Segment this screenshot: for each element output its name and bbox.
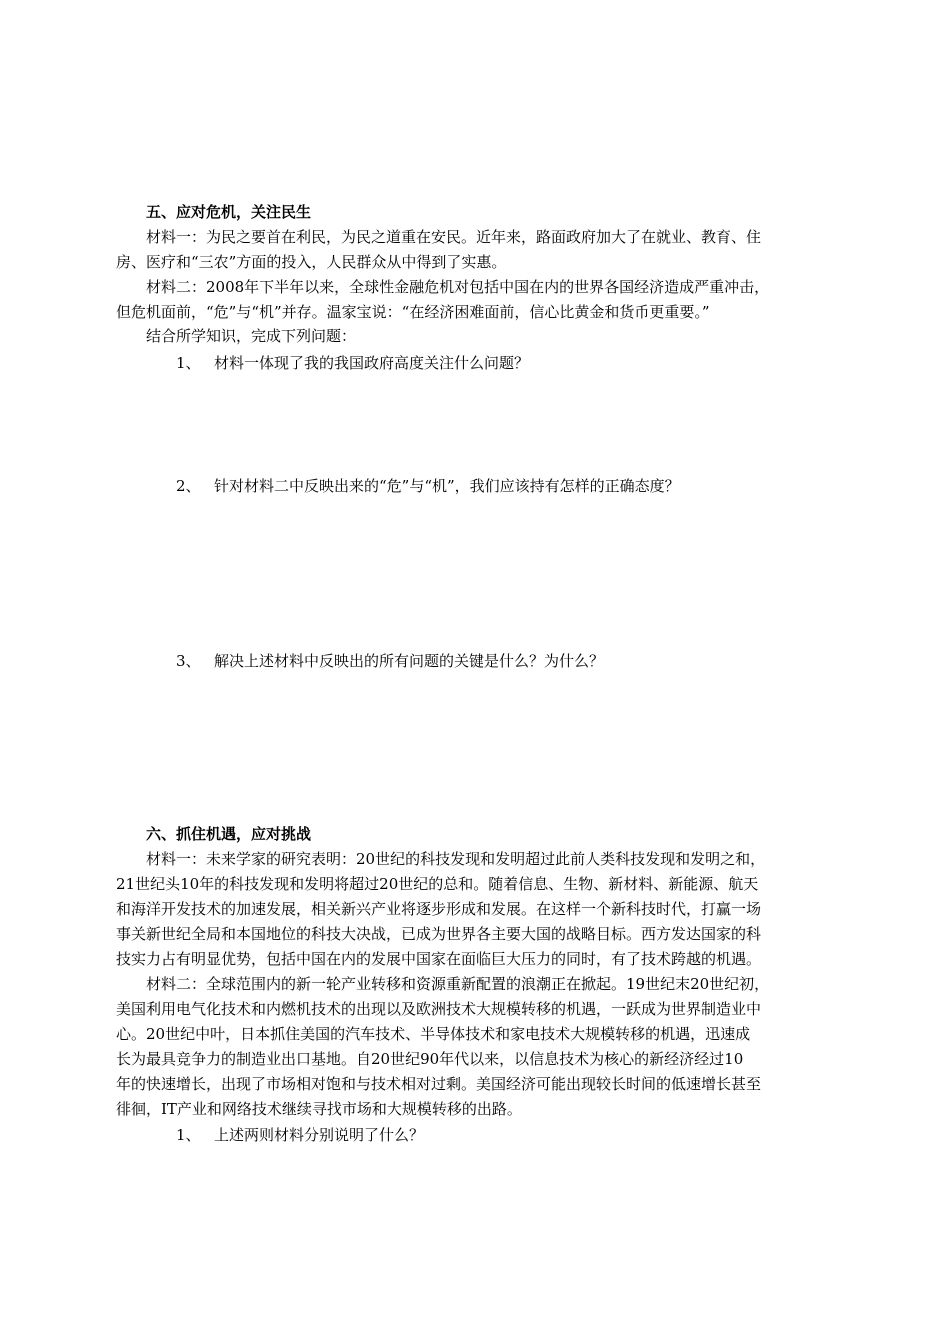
s5-instruction: 结合所学知识，完成下列问题： [146,327,357,345]
s5-question-2 [176,474,906,498]
section5-heading: 五、应对危机，关注民生 [146,203,312,221]
question-number: 2、 [176,477,201,495]
question-number: 3、 [176,652,201,670]
s5-material1-line-2: 房、医疗和“三农”方面的投入，人民群众从中得到了实惠。 [116,253,507,271]
s6-material2-line-6: 徘徊，IT产业和网络技术继续寻找市场和大规模转移的出路。 [116,1100,522,1118]
s6-material2-line-3: 心。20世纪中叶，日本抓住美国的汽车技术、半导体技术和家电技术大规模转移的机遇，迅速成 [116,1025,751,1043]
s6-material2-line-2: 美国利用电气化技术和内燃机技术的出现以及欧洲技术大规模转移的机遇，一跃成为世界制造业中 [116,1000,762,1018]
s6-material1-line-2: 21世纪头10年的科技发现和发明将超过20世纪的总和。随着信息、生物、新材料、新能源、航天 [116,875,759,893]
question-number: 1、 [176,1126,201,1144]
question-text: 材料一体现了我的我国政府高度关注什么问题？ [214,354,530,372]
s6-material1-line-5: 技实力占有明显优势，包括中国在内的发展中国家在面临巨大压力的同时，有了技术跨越的机遇。 [116,950,762,968]
question-text: 解决上述材料中反映出的所有问题的关键是什么？为什么？ [214,652,605,670]
question-number: 1、 [176,354,201,372]
s5-material1-line-1: 材料一：为民之要首在利民，为民之道重在安民。近年来，路面政府加大了在就业、教育、住 [146,228,762,246]
s5-material2-line-1: 材料二：2008年下半年以来，全球性金融危机对包括中国在内的世界各国经济造成严重冲击， [146,278,770,296]
s6-material1-line-3: 和海洋开发技术的加速发展，相关新兴产业将逐步形成和发展。在这样一个新科技时代，打赢一场 [116,900,762,918]
s6-material2-line-4: 长为最具竞争力的制造业出口基地。自20世纪90年代以来，以信息技术为核心的新经济经过10 [116,1050,744,1068]
s6-material2-line-5: 年的快速增长，出现了市场相对饱和与技术相对过剩。美国经济可能出现较长时间的低速增长甚至 [116,1075,762,1093]
s5-question-1 [176,351,906,375]
s5-question-3 [176,649,906,673]
s6-material1-line-4: 事关新世纪全局和本国地位的科技大决战，已成为世界各主要大国的战略目标。西方发达国家的科 [116,925,762,943]
question-text: 针对材料二中反映出来的“危”与“机”，我们应该持有怎样的正确态度？ [214,477,680,495]
s5-material2-line-2: 但危机面前，“危”与“机”并存。温家宝说：“在经济困难面前，信心比黄金和货币更重要。” [116,303,710,321]
s6-material1-line-1: 材料一：未来学家的研究表明：20世纪的科技发现和发明超过此前人类科技发现和发明之和， [146,850,766,868]
question-text: 上述两则材料分别说明了什么？ [214,1126,425,1144]
s6-material2-line-1: 材料二：全球范围内的新一轮产业转移和资源重新配置的浪潮正在掀起。19世纪末20世纪初， [146,975,770,993]
s6-question-1 [176,1123,906,1147]
section6-heading: 六、抓住机遇，应对挑战 [146,825,312,843]
